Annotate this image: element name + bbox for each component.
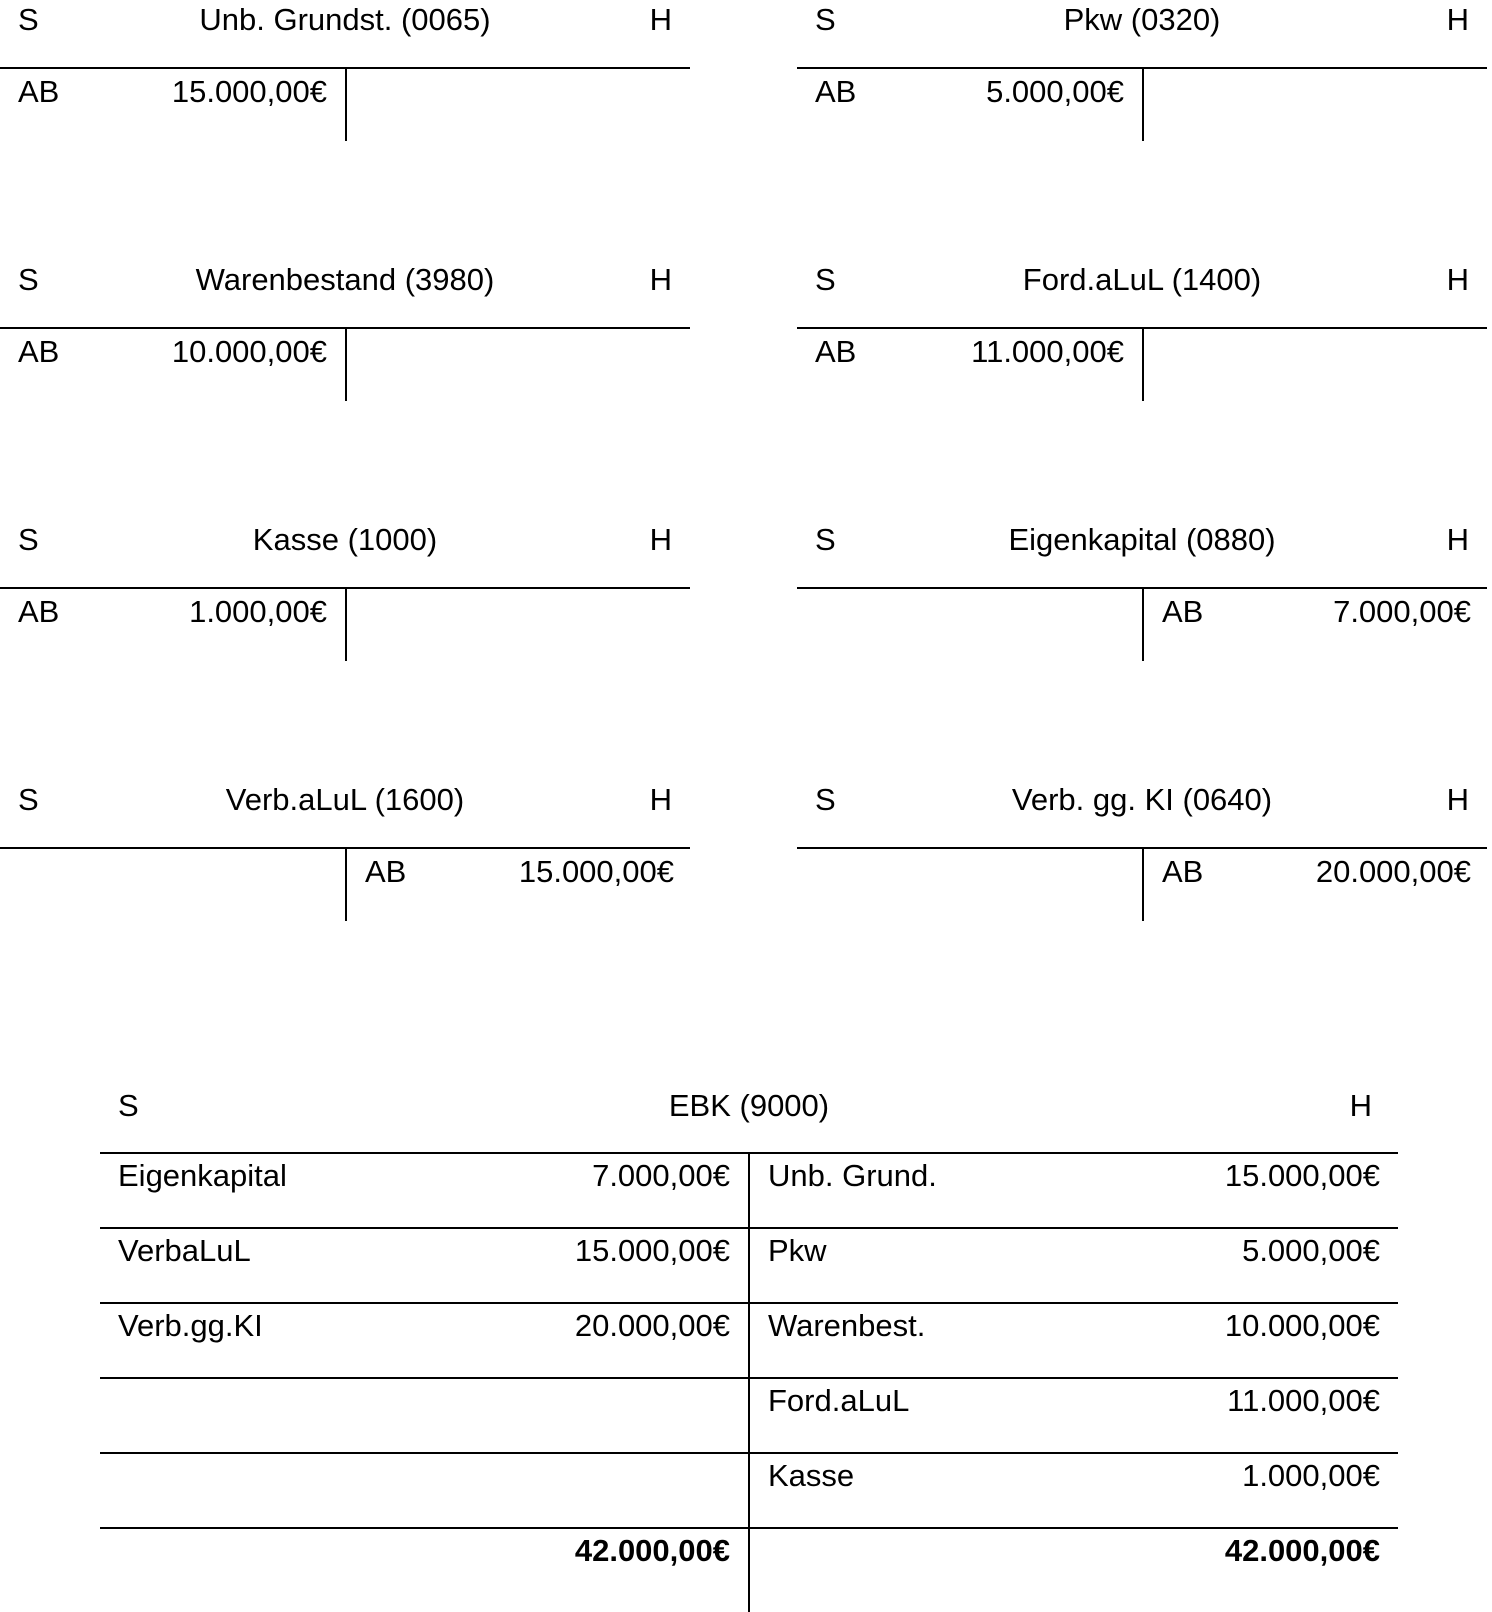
entry-label: AB — [365, 854, 407, 889]
ebk-vertical-rule — [748, 1152, 750, 1612]
ebk-haben-label: Pkw — [768, 1233, 827, 1268]
ebk-haben-label: Kasse — [768, 1458, 855, 1493]
soll-entry — [797, 74, 1142, 114]
soll-marker: S — [815, 782, 836, 817]
haben-entry — [1144, 854, 1489, 894]
entry-amount: 20.000,00€ — [1315, 854, 1471, 889]
ebk-haben-amount: 10.000,00€ — [1224, 1308, 1380, 1343]
account-eigenkapital — [797, 520, 1487, 660]
entry-label: AB — [1162, 854, 1204, 889]
soll-marker: S — [18, 2, 39, 37]
entry-amount: 10.000,00€ — [171, 334, 327, 369]
haben-marker: H — [649, 522, 672, 557]
haben-marker: H — [649, 2, 672, 37]
entry-label: AB — [18, 594, 60, 629]
account-title: Verb. gg. KI (0640) — [1011, 782, 1273, 817]
entry-label: AB — [815, 334, 857, 369]
soll-entry — [0, 594, 345, 634]
account-title: Unb. Grundst. (0065) — [199, 2, 491, 37]
account-title: Eigenkapital (0880) — [1008, 522, 1276, 557]
soll-entry — [0, 74, 345, 114]
ebk-haben-label: Ford.aLuL — [768, 1383, 910, 1418]
ebk-soll-label: Verb.gg.KI — [118, 1308, 263, 1343]
account-verb-aLuL — [0, 780, 690, 920]
account-vertical-rule — [345, 328, 347, 401]
soll-marker: S — [18, 782, 39, 817]
entry-amount: 1.000,00€ — [189, 594, 327, 629]
account-pkw — [797, 0, 1487, 140]
ebk-soll-amount: 15.000,00€ — [574, 1233, 730, 1268]
ebk-haben-total: 42.000,00€ — [1224, 1533, 1380, 1568]
haben-marker: H — [1446, 782, 1469, 817]
entry-label: AB — [1162, 594, 1204, 629]
account-warenbestand — [0, 260, 690, 400]
ebk-haben-amount: 1.000,00€ — [1242, 1458, 1380, 1493]
ebk-account — [100, 1080, 1398, 1600]
haben-marker: H — [649, 782, 672, 817]
haben-entry — [1144, 594, 1489, 634]
ebk-soll-amount: 7.000,00€ — [592, 1158, 730, 1193]
soll-entry — [797, 334, 1142, 374]
haben-marker: H — [1446, 522, 1469, 557]
entry-amount: 15.000,00€ — [518, 854, 674, 889]
soll-marker: S — [118, 1088, 139, 1123]
account-title: Kasse (1000) — [252, 522, 438, 557]
account-vertical-rule — [1142, 328, 1144, 401]
account-title: Pkw (0320) — [1063, 2, 1221, 37]
ebk-haben-amount: 15.000,00€ — [1224, 1158, 1380, 1193]
haben-marker: H — [1446, 2, 1469, 37]
entry-amount: 15.000,00€ — [171, 74, 327, 109]
ebk-haben-label: Unb. Grund. — [768, 1158, 937, 1193]
entry-amount: 11.000,00€ — [971, 334, 1124, 369]
haben-marker: H — [1446, 262, 1469, 297]
ebk-haben-amount: 5.000,00€ — [1242, 1233, 1380, 1268]
account-title: Verb.aLuL (1600) — [225, 782, 465, 817]
ebk-haben-amount: 11.000,00€ — [1227, 1383, 1380, 1418]
soll-marker: S — [18, 522, 39, 557]
soll-marker: S — [18, 262, 39, 297]
account-kasse — [0, 520, 690, 660]
account-unb-grundst — [0, 0, 690, 140]
ebk-haben-label: Warenbest. — [768, 1308, 926, 1343]
entry-label: AB — [18, 334, 60, 369]
account-vertical-rule — [1142, 68, 1144, 141]
account-verb-gg-ki — [797, 780, 1487, 920]
haben-entry — [347, 854, 692, 894]
ebk-soll-amount: 20.000,00€ — [574, 1308, 730, 1343]
soll-marker: S — [815, 262, 836, 297]
soll-marker: S — [815, 522, 836, 557]
entry-label: AB — [18, 74, 60, 109]
ebk-soll-label: Eigenkapital — [118, 1158, 287, 1193]
account-title: Ford.aLuL (1400) — [1022, 262, 1262, 297]
ebk-title: EBK (9000) — [668, 1088, 830, 1123]
account-title: Warenbestand (3980) — [195, 262, 495, 297]
entry-amount: 7.000,00€ — [1333, 594, 1471, 629]
soll-entry — [0, 334, 345, 374]
ebk-soll-label: VerbaLuL — [118, 1233, 251, 1268]
account-vertical-rule — [345, 68, 347, 141]
account-ford-aLuL — [797, 260, 1487, 400]
soll-marker: S — [815, 2, 836, 37]
entry-amount: 5.000,00€ — [986, 74, 1124, 109]
haben-marker: H — [1349, 1088, 1372, 1123]
entry-label: AB — [815, 74, 857, 109]
account-vertical-rule — [345, 588, 347, 661]
ebk-soll-total: 42.000,00€ — [574, 1533, 730, 1568]
haben-marker: H — [649, 262, 672, 297]
